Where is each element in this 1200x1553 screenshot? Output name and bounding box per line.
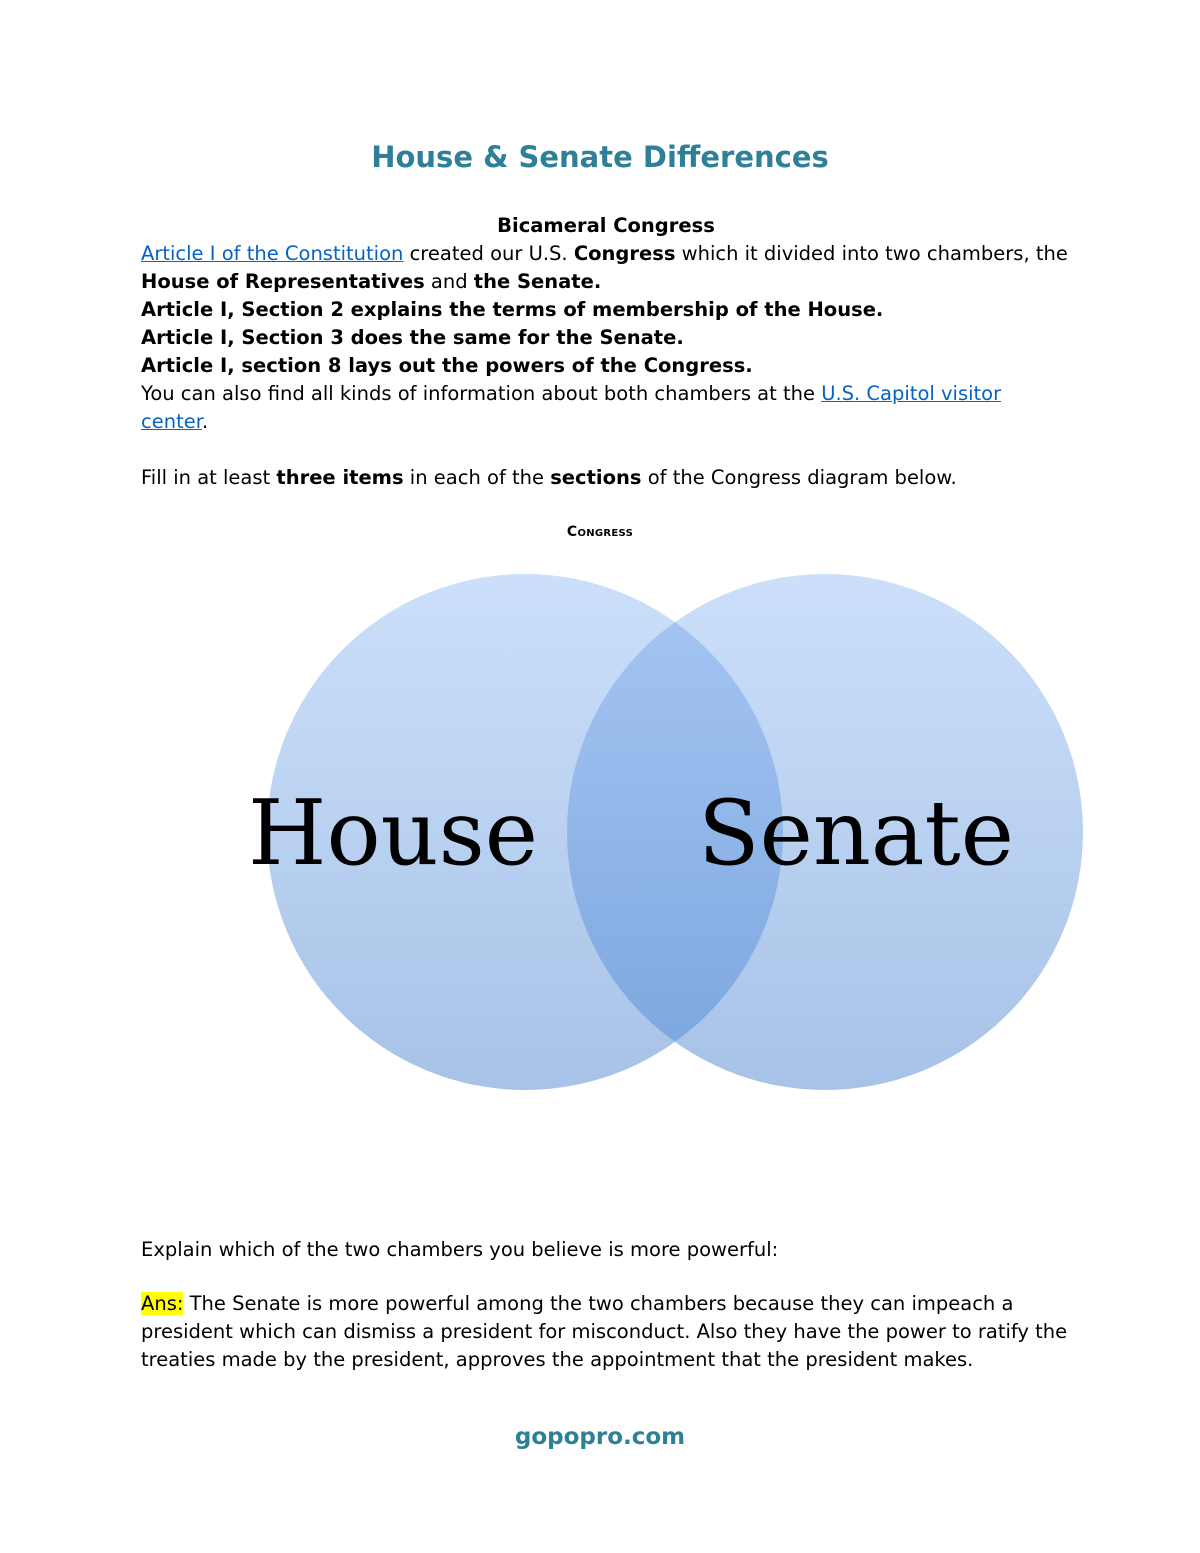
instruction-paragraph [141, 464, 1071, 492]
diagram-caption: Congress [566, 524, 634, 540]
instruction-bold-1: three items [276, 466, 404, 489]
intro-section [141, 212, 1071, 436]
instruction-text-2: in each of the [403, 466, 551, 489]
question-text: Explain which of the two chambers you believe is more powerful: [141, 1238, 779, 1261]
page-title: House & Senate Differences [371, 140, 829, 174]
constitution-link[interactable]: Article I of the Constitution [141, 242, 404, 265]
intro-text-2: which it divided into two chambers, the [675, 242, 1068, 265]
intro-bold-house: House of Representatives [141, 270, 425, 293]
intro-text-3: and [424, 270, 474, 293]
intro-bold-senate: the Senate. [473, 270, 602, 293]
section2-line [141, 296, 1071, 324]
venn-diagram [150, 560, 1100, 1110]
visitor-text: You can also find all kinds of information about both chambers at the [141, 382, 822, 405]
instruction-text-1: Fill in at least [141, 466, 277, 489]
section-heading [141, 212, 1071, 240]
bicameral-heading: Bicameral Congress [497, 214, 715, 237]
answer-label: Ans: [141, 1292, 184, 1315]
visitor-text-end: . [201, 410, 209, 433]
capitol-visitor-link[interactable]: U.S. Capitol visitor center [141, 382, 1002, 433]
section8-line [141, 352, 1071, 380]
intro-text-1: created our U.S. [403, 242, 574, 265]
instruction-text-3: of the Congress diagram below. [641, 466, 957, 489]
instruction-bold-2: sections [550, 466, 642, 489]
visitor-paragraph [141, 380, 1071, 436]
answer-text: The Senate is more powerful among the two chambers because they can impeach a president which can dismiss a president for misconduct. Also they have the power to ratify the treaties made by the president, approves the appointment that the president makes. [141, 1292, 1068, 1371]
section3-text: Article I, Section 3 does the same for the Senate. [141, 326, 684, 349]
section8-text: Article I, section 8 lays out the powers of the Congress. [141, 354, 753, 377]
section3-line [141, 324, 1071, 352]
footer-brand: gopopro.com [514, 1424, 686, 1450]
house-label: House [247, 781, 539, 886]
intro-paragraph [141, 240, 1071, 296]
intro-bold-congress: Congress [573, 242, 676, 265]
answer-paragraph [141, 1290, 1081, 1374]
senate-label: Senate [698, 781, 1014, 886]
section2-text: Article I, Section 2 explains the terms of membership of the House. [141, 298, 884, 321]
